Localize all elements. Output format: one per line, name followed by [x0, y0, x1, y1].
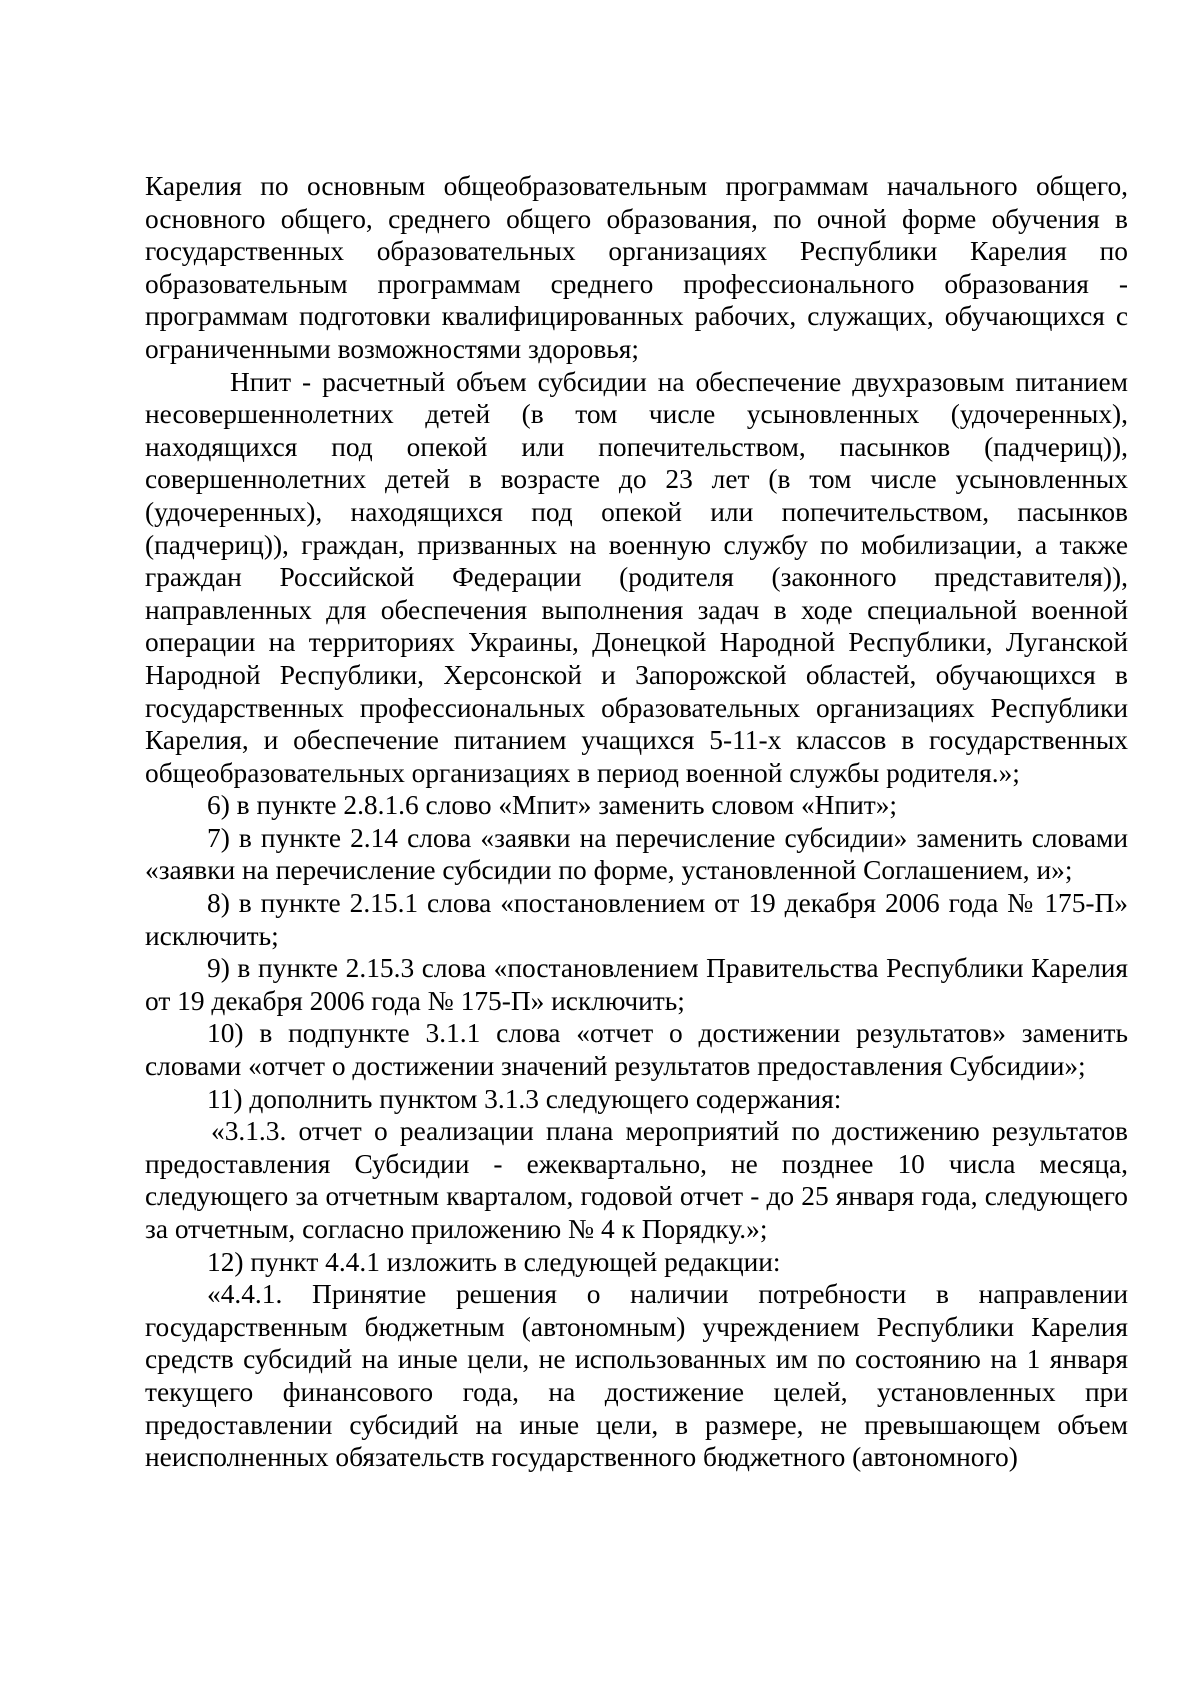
paragraph-item-7: 7) в пункте 2.14 слова «заявки на перечисление субсидии» заменить словами «заявки на перечисление субсидии по форме, установленной Соглашением, и»; [145, 822, 1128, 886]
paragraph-item-11: 11) дополнить пунктом 3.1.3 следующего содержания: [207, 1083, 842, 1114]
document-body [145, 170, 1128, 1474]
paragraph-item-10: 10) в подпункте 3.1.1 слова «отчет о достижении результатов» заменить словами «отчет о достижении значений результатов предоставления Субсидии»; [145, 1018, 1128, 1082]
paragraph-npit-definition: Нпит - расчетный объем субсидии на обеспечение двухразовым питанием несовершеннолетних детей (в том числе усыновленных (удочеренных), находящихся под опекой или попечительством, пасынков (падчериц)), совершеннолетних детей в возрасте до 23 лет (в том числе усыновленных (удочеренных), находящихся под опекой или попечительством, пасынков (падчериц)), граждан, призванных на военную службу по мобилизации, а также граждан Российской Федерации (родителя (законного представителя)), направленных для обеспечения выполнения задач в ходе специальной военной операции на территориях Украины, Донецкой Народной Республики, Луганской Народной Республики, Херсонской и Запорожской областей, обучающихся в государственных профессиональных образовательных организациях Республики Карелия, и обеспечение питанием учащихся 5-11-х классов в государственных общеобразовательных организациях в период военной службы родителя.»; [145, 366, 1128, 788]
paragraph-quote-4-4-1: «4.4.1. Принятие решения о наличии потребности в направлении государственным бюджетным (автономным) учреждением Республики Карелия средств субсидий на иные цели, не использованных им по состоянию на 1 января текущего финансового года, на достижение целей, установленных при предоставлении субсидий на иные цели, в размере, не превышающем объем неисполненных обязательств государственного бюджетного (автономного) [145, 1279, 1128, 1473]
paragraph-item-6: 6) в пункте 2.8.1.6 слово «Мпит» заменить словом «Нпит»; [207, 790, 898, 821]
paragraph-quote-3-1-3: «3.1.3. отчет о реализации плана мероприятий по достижению результатов предоставления Субсидии - ежеквартально, не позднее 10 числа месяца, следующего за отчетным кварталом, годовой отчет - до 25 января года, следующего за отчетным, согласно приложению № 4 к Порядку.»; [145, 1116, 1128, 1244]
paragraph-item-8: 8) в пункте 2.15.1 слова «постановлением от 19 декабря 2006 года № 175-П» исключить; [145, 888, 1128, 951]
paragraph-item-9: 9) в пункте 2.15.3 слова «постановлением Правительства Республики Карелия от 19 декабря 2006 года № 175-П» исключить; [145, 953, 1128, 1016]
paragraph-item-12: 12) пункт 4.4.1 изложить в следующей редакции: [207, 1246, 781, 1277]
paragraph-continuation: Карелия по основным общеобразовательным программам начального общего, основного общего, среднего общего образования, по очной форме обучения в государственных образовательных организациях Республики Карелия по образовательным программам среднего профессионального образования - программам подготовки квалифицированных рабочих, служащих, обучающихся с ограниченными возможностями здоровья; [145, 171, 1128, 364]
